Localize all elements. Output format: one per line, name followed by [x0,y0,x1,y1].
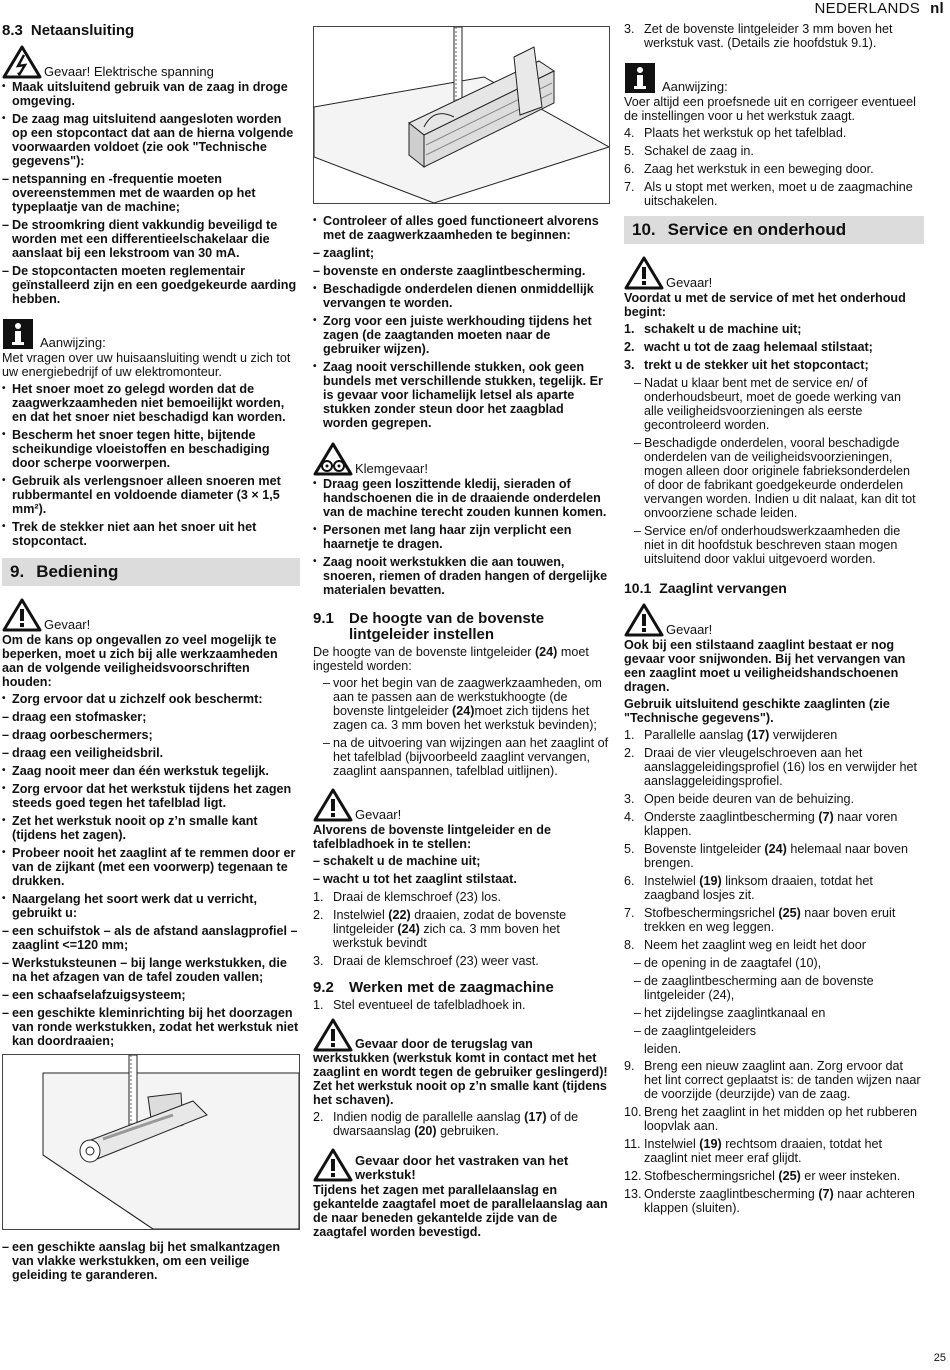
warning-triangle-icon [624,256,664,290]
list-item: – draag een veiligheidsbril. [2,746,164,760]
note-block: Aanwijzing: [624,62,924,94]
narrow-side-cut-drawing [314,27,609,203]
list-item: 1. Draai de klemschroef (23) los. [313,890,501,904]
section-heading-9-2: 9.2 Werken met de zaagmachine [313,979,554,996]
list-item: 1. Stel eventueel de tafelbladhoek in. [313,998,526,1012]
list-item: – Nadat u klaar bent met de service en/ of onderhoudsbeurt, moet de goede werking van alle veiligheidsvoorzieningen als eerste gecontroleerd worden. [634,376,901,432]
list-item: 9. Breng een nieuw zaaglint aan. Zorg ervoor dat het lint correct geplaatst is: de tanden wijzen naar de voorzijde (deurzijde) van de zaag. [624,1059,921,1101]
list-item: – een geschikte kleminrichting bij het doorzagen van ronde werkstukken, zodat het werkstuk niet kan doordraaien; [2,1006,299,1048]
list-item: – een geschikte aanslag bij het smalkantzagen van vlakke werkstukken, om een veilige geleiding te garanderen. [2,1240,281,1282]
list-item: • Bescherm het snoer tegen hitte, bijtende scheikundige vloeistoffen en beschadiging door scherpe voorwerpen. [2,428,270,470]
list-item: – bovenste en onderste zaaglintbescherming. [313,264,586,278]
list-item: – een schaafselafzuigsysteem; [2,988,186,1002]
paragraph: leiden. [644,1042,682,1056]
info-icon [624,62,656,94]
column-left [2,0,300,1286]
list-item: – de zaaglintgeleiders [634,1024,757,1038]
section-heading-9: 9. Bediening [2,558,300,586]
list-item: 3. Open beide deuren van de behuizing. [624,792,855,806]
list-item: 3. trekt u de stekker uit het stopcontact; [624,358,869,372]
list-item: • Naargelang het soort werk dat u verricht, gebruikt u: [2,892,257,920]
list-item: • Draag geen loszittende kledij, sieraden of handschoenen die in de draaiende onderdelen van de machine terecht zouden kunnen komen. [313,477,607,519]
warning-general: Gevaar! [313,788,610,822]
list-item: 1. Parallelle aanslag (17) verwijderen [624,728,838,742]
list-item: – draag oorbeschermers; [2,728,153,742]
list-item: 2. Instelwiel (22) draaien, zodat de bovenste lintgeleider (24) zich ca. 3 mm boven het werkstuk bevindt [313,908,567,950]
list-item: • Maak uitsluitend gebruik van de zaag in droge omgeving. [2,80,288,108]
list-item: • Zorg ervoor dat het werkstuk tijdens het zagen steeds goed tegen het tafelblad ligt. [2,782,292,810]
list-item: – De stroomkring dient vakkundig beveiligd te worden met een differentieelschakelaar die aanslaat bij een lekstroom van 30 mA. [2,218,278,260]
list-item: 7. Als u stopt met werken, moet u de zaagmachine uitschakelen. [624,180,913,208]
list-item: 8. Neem het zaaglint weg en leidt het door [624,938,866,952]
section-heading-10-1: 10.1 Zaaglint vervangen [624,580,787,596]
warning-triangle-icon [313,1148,353,1182]
list-item: – draag een stofmasker; [2,710,147,724]
list-item: – netspanning en -frequentie moeten overeenstemmen met de waarden op het typeplaatje van de machine; [2,172,256,214]
list-item: – Werkstuksteunen – bij lange werkstukken, die na het afzagen van de tafel zouden vallen; [2,956,287,984]
list-item: • Trek de stekker niet aan het snoer uit het stopcontact. [2,520,257,548]
list-item: – zaaglint; [313,246,375,260]
warning-triangle-icon [624,603,664,637]
list-item: – De stopcontacten moeten reglementair geïnstalleerd zijn en een goedgekeurde aarding hebben. [2,264,297,306]
note-text: Voer altijd een proefsnede uit en corrigeer eventueel de instellingen voor u het werkstuk zaagt. [624,95,916,123]
list-item: – voor het begin van de zaagwerkzaamheden, om aan te passen aan de werkstukhoogte (de bovenste lintgeleider (24)moet zich tijdens het zagen ca. 3 mm boven het werkstuk bevinden); [323,676,602,732]
list-item: 7. Stofbeschermingsrichel (25) naar boven eruit trekken en weg leggen. [624,906,896,934]
paragraph: Voordat u met de service of met het onderhoud begint: [624,291,906,319]
paragraph: Gebruik uitsluitend geschikte zaaglinten (zie "Technische gegevens"). [624,697,890,725]
warning-triangle-icon [313,1018,353,1052]
column-right [624,0,924,1219]
illustration-round-workpiece [2,1054,300,1230]
section-heading-10: 10. Service en onderhoud [624,216,924,244]
list-item: • Gebruik als verlengsnoer alleen snoeren met rubbermantel en voldoende diameter (3 × 1,5 mm²). [2,474,281,516]
warning-triangle-icon [313,788,353,822]
paragraph: Gevaar door de terugslag van werkstukken (werkstuk komt in contact met het zaaglint en wordt tegen de gebruiker geslingerd)! Zet het werkstuk nooit op z’n smalle kant (tijdens het schaven). [313,1037,608,1107]
paragraph: De hoogte van de bovenste lintgeleider (24) moet ingesteld worden: [313,645,589,673]
paragraph: Alvorens de bovenste lintgeleider en de tafelbladhoek in te stellen: [313,823,551,851]
list-item: 2. Indien nodig de parallelle aanslag (17) of de dwarsaanslag (20) gebruiken. [313,1110,579,1138]
illustration-narrow-side-cut [313,26,610,204]
warning-entanglement: Klemgevaar! [313,442,610,476]
list-item: • Het snoer moet zo gelegd worden dat de zaagwerkzaamheden niet bemoeilijkt worden, en dat het snoer niet beschadigd kan worden. [2,382,286,424]
list-item: – Beschadigde onderdelen, vooral beschadigde onderdelen van de veiligheidsvoorzieningen, mogen alleen door originele fabrieksonderdelen of door de fabrikant goedgekeurde onderdelen vervangen worden. Indien u dit nalaat, kan dit tot onvoorziene schade leiden. [634,436,916,520]
list-item: 2. Draai de vier vleugelschroeven aan het aanslaggeleidingsprofiel (16) los en verwijder het aanslaggeleidingsprofiel. [624,746,918,788]
warning-triangle-icon [2,598,42,632]
round-workpiece-drawing [3,1055,299,1229]
info-icon [2,318,34,350]
list-item: 4. Onderste zaaglintbescherming (7) naar voren klappen. [624,810,898,838]
list-item: 11. Instelwiel (19) rechtsom draaien, totdat het zaaglint niet meer eraf glijdt. [624,1137,883,1165]
list-item: 3. Zet de bovenste lintgeleider 3 mm boven het werkstuk vast. (Details zie hoofdstuk 9.1). [624,22,893,50]
column-middle [313,0,610,1242]
list-item: • De zaag mag uitsluitend aangesloten worden op een stopcontact dat aan de hierna volgende voorwaarden voldoet (zie ook "Technische gegevens"): [2,112,294,168]
paragraph: Tijdens het zagen met parallelaanslag en gekantelde zaagtafel moet de parallelaanslag aan de naar beneden gekantelde zijde van de zaagtafel worden bevestigd. [313,1183,608,1239]
list-item: • Zaag nooit werkstukken die aan touwen, snoeren, riemen of draden hangen of dergelijke materialen bevatten. [313,555,608,597]
list-item: – na de uitvoering van wijzingen aan het zaaglint of het tafelblad (bijvoorbeeld zaaglint vervangen, zaaglint aanspannen, tafelblad uitlijnen). [323,736,609,778]
list-item: – schakelt u de machine uit; [313,854,481,868]
electric-warning-icon [2,45,42,79]
header-language-code: nl [930,0,944,17]
list-item: – Service en/of onderhoudswerkzaamheden die niet in dit hoofdstuk beschreven staan mogen uitsluitend door vaklui uitgevoerd worden. [634,524,901,566]
warning-general: Gevaar! [2,598,300,632]
paragraph: Ook bij een stilstaand zaaglint bestaat er nog gevaar voor snijwonden. Bij het vervangen van een zaaglint moet u veiligheidshandschoenen dragen. [624,638,906,694]
section-heading-8-3: 8.3 Netaansluiting [2,22,135,39]
header-language: NEDERLANDS [814,0,921,17]
list-item: 13. Onderste zaaglintbescherming (7) naar achteren klappen (sluiten). [624,1187,915,1215]
list-item: 2. wacht u tot de zaag helemaal stilstaat; [624,340,873,354]
list-item: • Zaag nooit verschillende stukken, ook geen bundels met verschillende stukken, tegelijk. Er is gevaar voor lichamelijk letsel als aparte stukken zonder steun door het zaagblad worden gegrepen. [313,360,603,430]
section-heading-9-1: 9.1 De hoogte van de bovenste lintgeleider instellen [313,610,545,643]
list-item: • Probeer nooit het zaaglint af te remmen door er van de zijkant (met een voorwerp) tegenaan te drukken. [2,846,296,888]
list-item: • Beschadigde onderdelen dienen onmiddellijk vervangen te worden. [313,282,594,310]
list-item: – wacht u tot het zaaglint stilstaat. [313,872,517,886]
page-number: 25 [933,1352,946,1364]
list-item: 6. Zaag het werkstuk in een beweging door. [624,162,874,176]
list-item: 12. Stofbeschermingsrichel (25) er weer insteken. [624,1169,901,1183]
list-item: • Zorg ervoor dat u zichzelf ook beschermt: [2,692,263,706]
list-item: 5. Schakel de zaag in. [624,144,754,158]
note-text: Met vragen over uw huisaansluiting wendt u zich tot uw energiebedrijf of uw elektromonteur. [2,351,291,379]
list-item: 10. Breng het zaaglint in het midden op het rubberen loopvlak aan. [624,1105,918,1133]
warning-general: Gevaar! [624,256,924,290]
list-item: – de opening in de zaagtafel (10), [634,956,822,970]
list-item: • Personen met lang haar zijn verplicht een haarnetje te dragen. [313,523,572,551]
list-item: 4. Plaats het werkstuk op het tafelblad. [624,126,847,140]
list-item: 1. schakelt u de machine uit; [624,322,802,336]
warning-electric: Gevaar! Elektrische spanning [2,45,300,79]
paragraph: Om de kans op ongevallen zo veel mogelijk te beperken, moet u zich bij alle werkzaamheden aan de volgende veiligheidsvoorschriften houden: [2,633,278,689]
list-item: – het zijdelingse zaaglintkanaal en [634,1006,826,1020]
list-item: – de zaaglintbescherming aan de bovenste lintgeleider (24), [634,974,874,1002]
warning-general: Gevaar! [624,603,924,637]
note-block: Aanwijzing: [2,318,300,350]
list-item: • Zorg voor een juiste werkhouding tijdens het zagen (de zaagtanden moeten naar de gebruiker wijzen). [313,314,592,356]
list-item: 3. Draai de klemschroef (23) weer vast. [313,954,539,968]
list-item: • Zet het werkstuk nooit op z’n smalle kant (tijdens het zagen). [2,814,258,842]
entanglement-warning-icon [313,442,353,476]
list-item: – een schuifstok – als de afstand aanslagprofiel – zaaglint <=120 mm; [2,924,298,952]
list-item: • Controleer of alles goed functioneert alvorens met de zaagwerkzaamheden te beginnen: [313,214,599,242]
list-item: 5. Bovenste lintgeleider (24) helemaal naar boven brengen. [624,842,908,870]
list-item: • Zaag nooit meer dan één werkstuk tegelijk. [2,764,269,778]
warning-jamming: Gevaar door het vastraken van het werkstuk! [313,1148,610,1182]
list-item: 6. Instelwiel (19) linksom draaien, totdat het zaagband losjes zit. [624,874,873,902]
